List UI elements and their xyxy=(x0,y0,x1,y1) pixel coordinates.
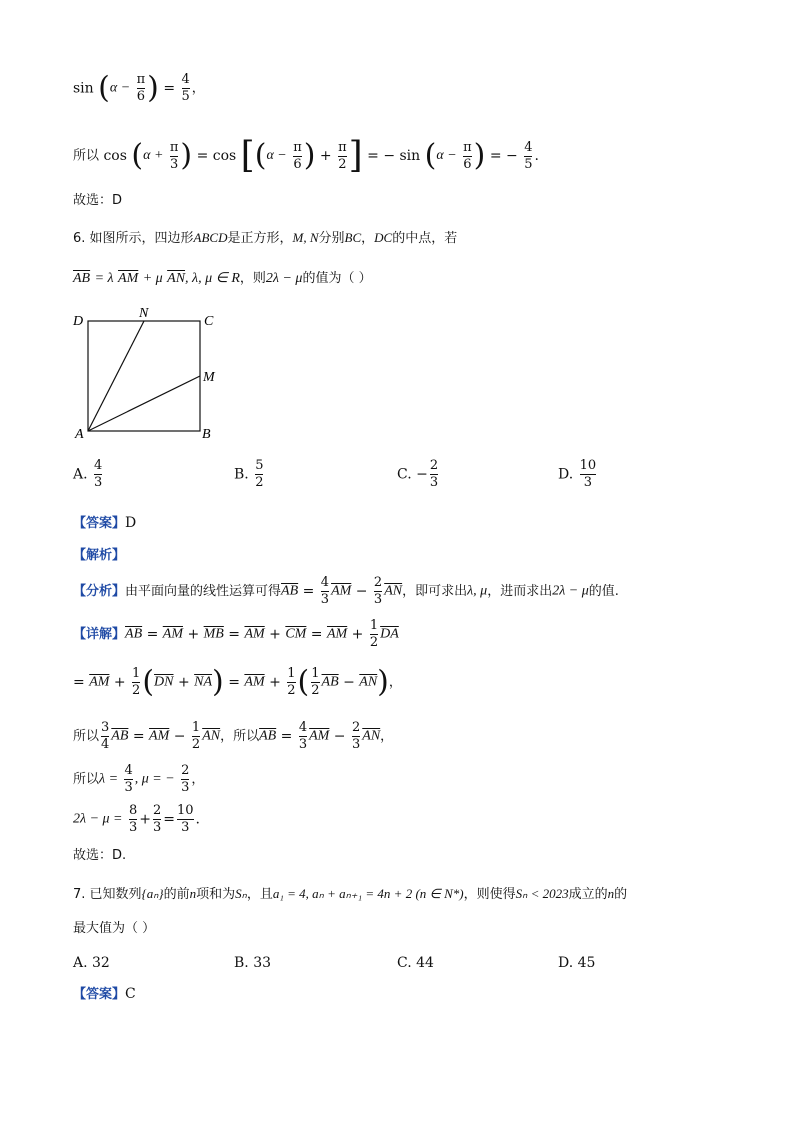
option-b[interactable]: B. $\frac{5}{2}$ xyxy=(234,458,264,490)
suoyi: 所以 xyxy=(73,148,100,164)
option-a[interactable]: A. $\frac{4}{3}$ xyxy=(73,458,103,490)
plus: + xyxy=(319,148,332,164)
vec-am: $\overline{AM}$ xyxy=(118,271,139,286)
paren: ) xyxy=(180,138,193,173)
q6-stem: 6. 如图所示，四边形ABCD是正方形，M, N分别BC，DC的中点，若 xyxy=(73,230,458,246)
alpha-text: α − xyxy=(109,80,131,96)
paren: ) xyxy=(303,138,316,173)
q7-option-b[interactable]: B. 33 xyxy=(234,955,272,971)
eq-cos-line xyxy=(73,135,539,176)
answer-value: C xyxy=(125,986,136,1002)
segment-an xyxy=(88,321,144,431)
frac: $\frac{\pi}{2}$ xyxy=(338,139,347,172)
label-d: D xyxy=(73,314,84,329)
choose-d-2: 故选：D. xyxy=(73,848,127,863)
square-abcd xyxy=(88,321,200,431)
frac-pi-6: $\frac{\pi}{6}$ xyxy=(136,72,146,104)
answer-tag: 【答案】 xyxy=(73,516,126,531)
label-a: A xyxy=(75,427,84,442)
q6-fenxi: 【分析】由平面向量的线性运算可得$\overline{AB}$ = $\frac{4}{3}$ $\overline{AM}$ − $\frac{2}{3}$ $\overline{AN}$，即可求出λ, μ，进而求出2λ − μ的值. xyxy=(73,575,619,607)
eq: = xyxy=(163,80,176,97)
frac: $\frac{\pi}{6}$ xyxy=(293,139,302,172)
q7-answer xyxy=(73,987,136,1001)
label-c: C xyxy=(204,314,214,329)
q7-option-d[interactable]: D. 45 xyxy=(558,955,596,971)
paren: ( xyxy=(131,138,144,173)
q6-answer xyxy=(73,516,136,530)
bracket: ] xyxy=(348,135,363,176)
q6-xiangjie-2: = $\overline{AM}$ + $\frac{1}{2}$ $(\overline{DN} + \overline{NA}) = \overline{AM}$ + $\frac{1}{2}$ ( $\frac{1}{2}$ $\overline{AB} - \overline{AN}$)， xyxy=(73,664,402,700)
q7-option-a[interactable]: A. 32 xyxy=(73,955,110,971)
q6-analysis xyxy=(73,548,125,562)
comma: ， xyxy=(191,81,205,96)
expr: 2λ − μ xyxy=(265,271,303,286)
segment-am xyxy=(88,376,200,431)
frac: $\frac{4}{5}$ xyxy=(524,139,533,172)
q7-stem-1: 7. 已知数列{aₙ}的前n项和为Sₙ，且a₁ = 4, aₙ + aₙ₊₁ = 4n + 2 (n ∈ N*)，则使得Sₙ < 2023成立的n的 xyxy=(73,886,628,902)
analysis-tag: 【解析】 xyxy=(73,548,126,563)
frac: $\frac{\pi}{6}$ xyxy=(463,139,472,172)
q6-xiangjie-3: 所以 $\frac{3}{4}$ $\overline{AB} = \overline{AM}$ − $\frac{1}{2}$ $\overline{AN}$，所以$\overline{AB}$ = $\frac{4}{3}$ $\overline{AM}$ − $\frac{2}{3}$ $\overline{AN}$， xyxy=(73,720,394,752)
vec-ab: $\overline{AB}$ xyxy=(73,271,91,286)
q6-xiangjie-4: 所以λ = $\frac{4}{3}$ , μ = − $\frac{2}{3}$ ， xyxy=(73,763,205,795)
label-n: N xyxy=(139,306,149,321)
answer-tag: 【答案】 xyxy=(73,987,126,1002)
eq: = − xyxy=(489,148,518,164)
period: . xyxy=(534,148,539,164)
frac: $\frac{\pi}{3}$ xyxy=(169,139,179,172)
alpha-text: α − xyxy=(266,148,287,163)
option-d[interactable]: D. $\frac{10}{3}$ xyxy=(558,458,597,490)
paren: ( xyxy=(254,138,267,173)
sin-text: sin xyxy=(73,80,94,97)
alpha-text: α + xyxy=(143,148,164,163)
ze: ，则 xyxy=(239,271,266,286)
paren: ) xyxy=(147,70,159,106)
answer-value: D xyxy=(125,515,137,531)
alpha-text: α − xyxy=(436,148,457,163)
cos-text: cos xyxy=(103,148,127,164)
eq: = − sin xyxy=(367,148,421,164)
eq: = cos xyxy=(196,148,237,164)
vec-an: $\overline{AN}$ xyxy=(167,271,186,286)
q7-option-c[interactable]: C. 44 xyxy=(397,955,434,971)
q6-xiangjie-1: 【详解】$\overline{AB} = \overline{AM} + \overline{MB} = \overline{AM} + \overline{CM} = \overline{AM}$ + $\frac{1}{2}$ $\overline{DA}$ xyxy=(73,618,399,650)
paren: ( xyxy=(424,138,437,173)
eq-sin-line xyxy=(73,72,205,105)
ask: 的值为（ ） xyxy=(302,271,372,286)
mu: + μ xyxy=(142,271,163,286)
choose-d-1: 故选：D xyxy=(73,193,123,208)
q6-equation xyxy=(73,271,372,286)
option-c[interactable]: C. − $\frac{2}{3}$ xyxy=(397,458,439,490)
lambda: = λ xyxy=(94,271,114,286)
domain: , λ, μ ∈ R xyxy=(185,271,240,286)
label-b: B xyxy=(202,427,211,442)
label-m: M xyxy=(203,370,215,385)
bracket: [ xyxy=(240,135,255,176)
q7-stem-2: 最大值为（ ） xyxy=(73,921,156,936)
q6-xiangjie-5: 2λ − μ = $\frac{8}{3}$ + $\frac{2}{3}$ = $\frac{10}{3}$ . xyxy=(73,803,200,835)
frac-4-5: $\frac{4}{5}$ xyxy=(181,72,190,104)
square-figure xyxy=(70,305,230,445)
paren: ) xyxy=(473,138,486,173)
paren: ( xyxy=(98,70,110,106)
